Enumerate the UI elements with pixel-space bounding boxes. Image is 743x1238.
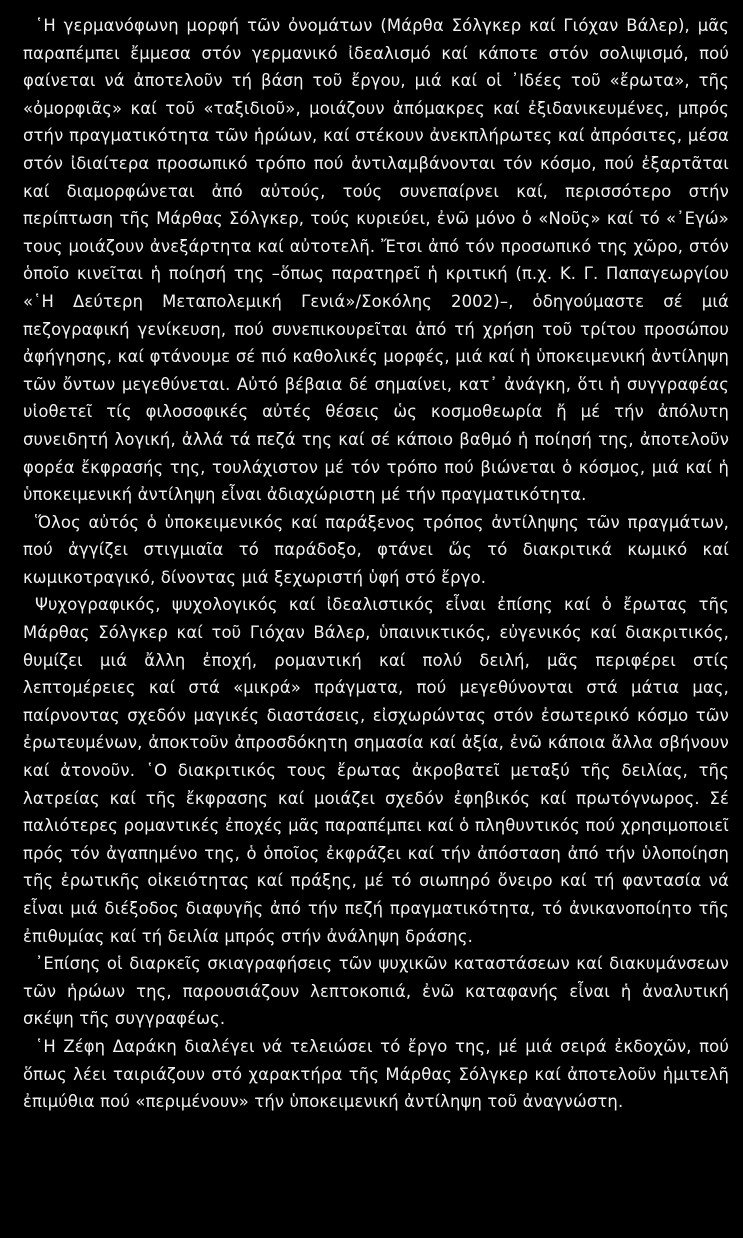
paragraph-ending: ῾Η Ζέφη Δαράκη διαλέγει νά τελειώσει τό ἔργο της, μέ μιά σειρά ἐκδοχῶν, πού ὅπως λέει ταιριάζουν στό χαρακτήρα τῆς Μάρθας Σόλγκερ καί ἀποτελοῦν ἡμιτελῆ ἐπιμύθια πού «περιμένουν» τήν ὑποκειμενική ἀντίληψη τοῦ ἀναγνώστη. — [23, 1036, 729, 1112]
paragraph-love: Ψυχογραφικός, ψυχολογικός καί ἰδεαλιστικός εἶναι ἐπίσης καί ὁ ἔρωτας τῆς Μάρθας Σόλγκερ καί τοῦ Γιόχαν Βάλερ, ὑπαινικτικός, εὐγενικός καί διακριτικός, θυμίζει μιά ἄλλη ἐποχή, ρομαντική καί πολύ δειλή, μᾶς περιφέρει στίς λεπτομέρειες καί στά «μικρά» πράγματα, πού μεγεθύνονται στά μάτια μας, παίρνοντας σχεδόν μαγικές διαστάσεις, εἰσχωρώντας στόν ἐσωτερικό κόσμο τῶν ἐρωτευμένων, ἀποκτοῦν ἀπροσδόκητη σημασία καί ἀξία, ἐνῶ κάποια ἄλλα σβήνουν καί ἀτονοῦν. ῾Ο διακριτικός τους ἔρωτας ἀκροβατεῖ μεταξύ τῆς δειλίας, τῆς λατρείας καί τῆς ἔκφρασης καί μοιάζει σχεδόν ἐφηβικός καί πρωτόγνωρος. Σέ παλιότερες ρομαντικές ἐποχές μᾶς παραπέμπει καί ὁ πληθυντικός πού χρησιμοποιεῖ πρός τόν ἀγαπημένο της, ὁ ὁποῖος ἐκφράζει καί τήν ἀπόσταση ἀπό τήν ὑλοποίηση τῆς ἐρωτικῆς οἰκειότητας καί πράξης, μέ τό σιωπηρό ὄνειρο καί τή φαντασία νά εἶναι μιά διέξοδος διαφυγῆς ἀπό τήν πεζή πραγματικότητα, τό ἀνικανοποίητο τῆς ἐπιθυμίας καί τή δειλία μπρός στήν ἀνάληψη δράσης. — [23, 595, 729, 946]
paragraph-psychological-sketches: ᾿Επίσης οἱ διαρκεῖς σκιαγραφήσεις τῶν ψυχικῶν καταστάσεων καί διακυμάνσεων τῶν ἡρώων της, παρουσιάζουν λεπτοκοπιά, ἐνῶ καταφανής εἶναι ἡ ἀναλυτική σκέψη τῆς συγγραφέως. — [23, 954, 729, 1029]
paragraph-paradox: Ὅλος αὐτός ὁ ὑποκειμενικός καί παράξενος τρόπος ἀντίληψης τῶν πραγμάτων, πού ἀγγίζει στιγμιαῖα τό παράδοξο, φτάνει ὥς τό διακριτικά κωμικό καί κωμικοτραγικό, δίνοντας μιά ξεχωριστή ὑφή στό ἔργο. — [23, 512, 729, 587]
paragraph-names-and-idealism: ῾Η γερμανόφωνη μορφή τῶν ὀνομάτων (Μάρθα Σόλγκερ καί Γιόχαν Βάλερ), μᾶς παραπέμπει ἔμμεσα στόν γερμανικό ἰδεαλισμό καί κάποτε στόν σολιψισμό, πού φαίνεται νά ἀποτελοῦν τή βάση τοῦ ἔργου, μιά καί οἱ ᾿Ιδέες τοῦ «ἔρωτα», τῆς «ὀμορφιᾶς» καί τοῦ «ταξιδιοῦ», μοιάζουν ἀπόμακρες καί ἐξιδανικευμένες, μπρός στήν πραγματικότητα τῶν ἡρώων, καί στέκουν ἀνεκπλήρωτες καί ἀπρόσιτες, μέσα στόν ἰδιαίτερα προσωπικό τρόπο πού ἀντιλαμβάνονται τόν κόσμο, πού ἐξαρτᾶται καί διαμορφώνεται ἀπό αὐτούς, τούς συνεπαίρνει καί, περισσότερο στήν περίπτωση τῆς Μάρθας Σόλγκερ, τούς κυριεύει, ἐνῶ μόνο ὁ «Νοῦς» καί τό «᾿Εγώ» τους μοιάζουν ἀνεξάρτητα καί αὐτοτελῆ. Ἔτσι ἀπό τόν προσωπικό της χῶρο, στόν ὁποῖο κινεῖται ἡ ποίησή της –ὅπως παρατηρεῖ ἡ κριτική (π.χ. Κ. Γ. Παπαγεωργίου «῾Η Δεύτερη Μεταπολεμική Γενιά»/Σοκόλης 2002)–, ὁδηγούμαστε σέ μιά πεζογραφική γενίκευση, πού συνεπικουρεῖται ἀπό τή χρήση τοῦ τρίτου προσώπου ἀφήγησης, καί φτάνουμε σέ πιό καθολικές μορφές, μιά καί ἡ ὑποκειμενική ἀντίληψη τῶν ὄντων μεγεθύνεται. Αὐτό βέβαια δέ σημαίνει, κατ᾿ ἀνάγκη, ὅτι ἡ συγγραφέας υἱοθετεῖ τίς φιλοσοφικές αὐτές θέσεις ὡς κοσμοθεωρία ἤ μέ τήν ἀπόλυτη συνειδητή λογική, ἀλλά τά πεζά της καί σέ κάποιο βαθμό ἡ ποίησή της, ἀποτελοῦν φορέα ἔκφρασής της, τουλάχιστον μέ τόν τρόπο πού βιώνεται ὁ κόσμος, μιά καί ἡ ὑποκειμενική ἀντίληψη εἶναι ἀδιαχώριστη μέ τήν πραγματικότητα. — [23, 16, 729, 505]
